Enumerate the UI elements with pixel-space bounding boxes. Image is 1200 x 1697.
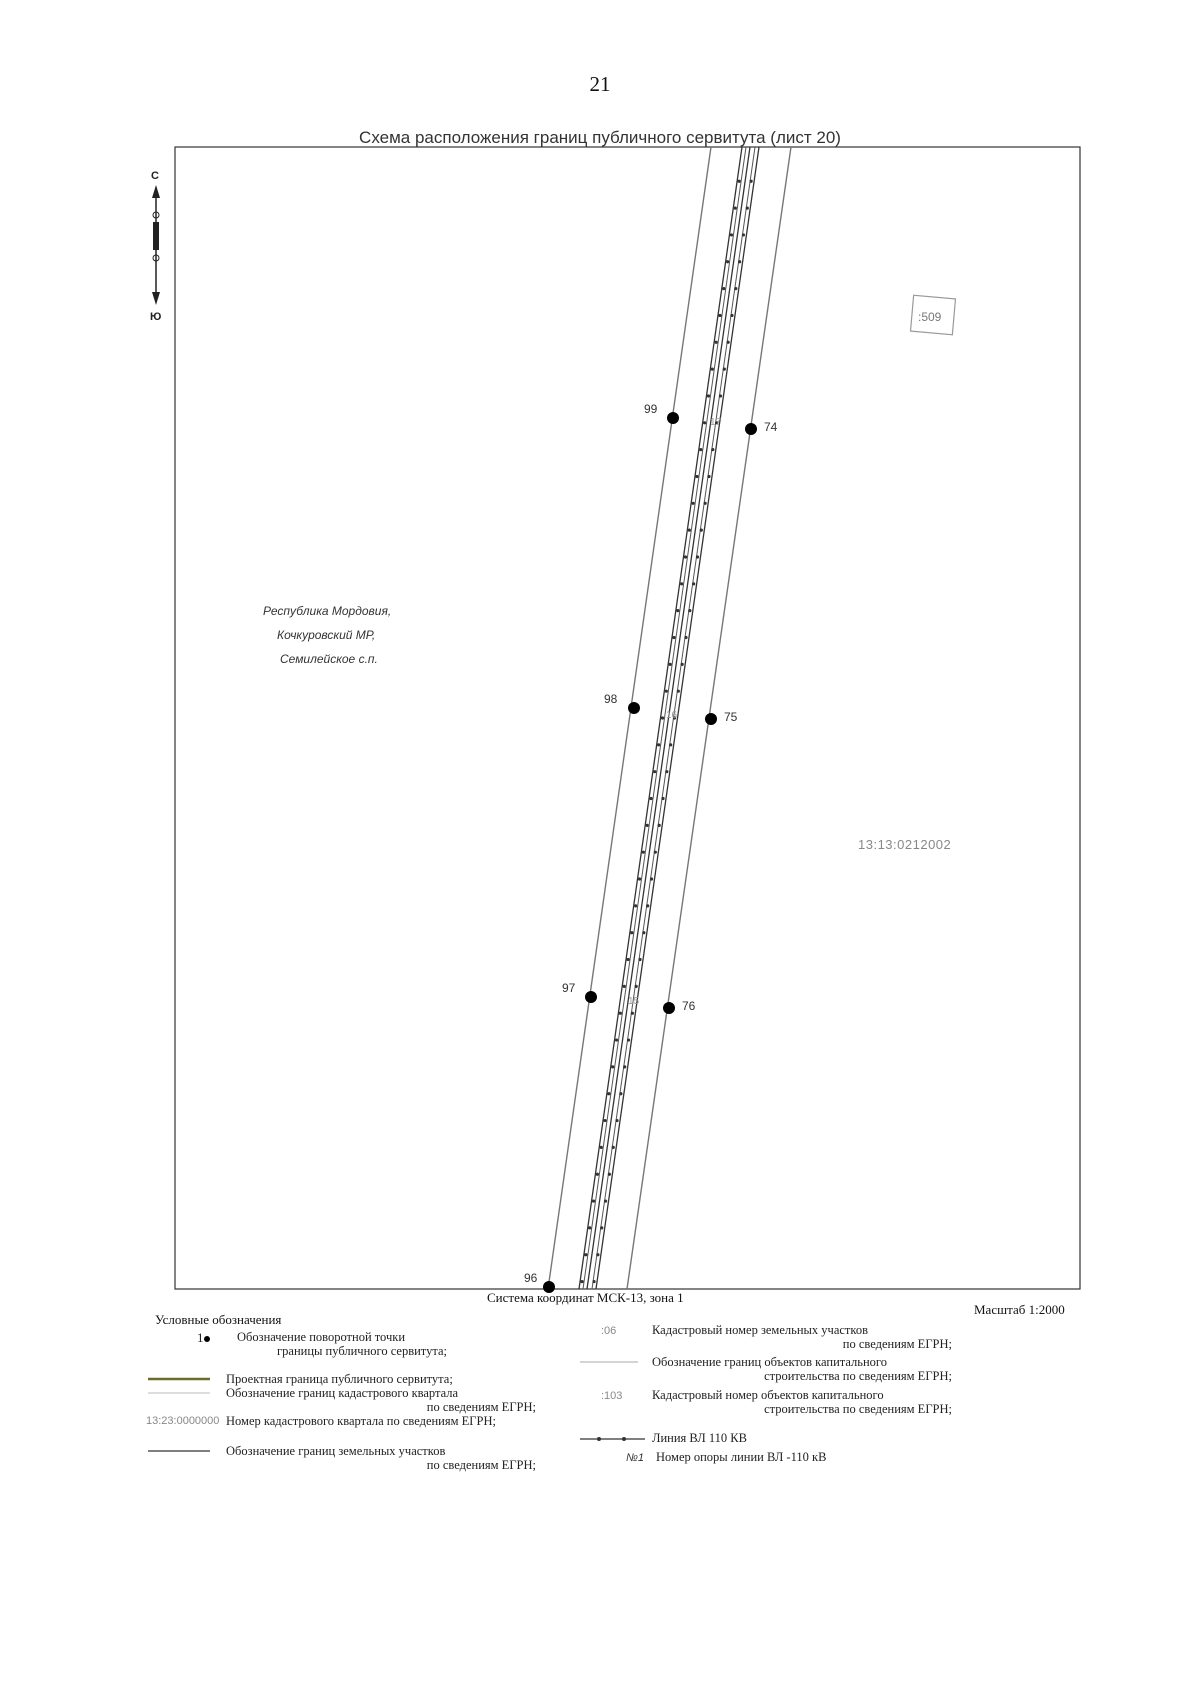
legend-item-power-line: Линия ВЛ 110 КВ <box>652 1431 747 1445</box>
legend-text-cont: по сведениям ЕГРН; <box>842 1337 952 1351</box>
power-line-tick <box>700 529 703 532</box>
power-line-tick <box>665 770 668 773</box>
power-line-tick <box>604 1199 607 1202</box>
north-letter: С <box>151 170 159 182</box>
power-line-tick <box>684 555 687 558</box>
power-line-tick <box>600 1226 603 1229</box>
power-line-tick <box>695 475 698 478</box>
power-line-tick <box>607 1092 610 1095</box>
turning-point-label-97: 97 <box>562 981 576 995</box>
power-line-tick <box>730 314 733 317</box>
turning-point-label-76: 76 <box>682 999 696 1013</box>
power-line-tick <box>688 529 691 532</box>
power-line-tick <box>703 421 706 424</box>
power-line-tick <box>638 958 641 961</box>
turning-point-75 <box>705 713 717 725</box>
legend-text: Кадастровый номер объектов капитального <box>652 1388 884 1402</box>
turning-point-label-98: 98 <box>604 692 618 706</box>
power-line-tick <box>596 1173 599 1176</box>
power-line-tick <box>711 448 714 451</box>
turning-point-label-74: 74 <box>764 420 778 434</box>
legend-text-cont: границы публичного сервитута; <box>277 1344 447 1358</box>
power-line-tick <box>650 877 653 880</box>
cadastral-quarter-label: 13:13:0212002 <box>858 837 952 852</box>
power-line-tick <box>619 1012 622 1015</box>
power-line-tick <box>627 1038 630 1041</box>
legend-item-parcel-border <box>226 1444 536 1472</box>
power-line-tick <box>661 716 664 719</box>
turning-point-98 <box>628 702 640 714</box>
legend-pole-number-symbol: №1 <box>626 1452 645 1464</box>
legend-quarter-number-symbol: 13:23:0000000 <box>146 1415 220 1427</box>
power-line-tick <box>730 233 733 236</box>
legend-item-quarter-border <box>226 1386 536 1414</box>
parcel-number-label: :509 <box>918 310 942 324</box>
power-line-tick <box>669 743 672 746</box>
power-line-tick <box>611 1065 614 1068</box>
legend-item-parcel-number <box>652 1323 952 1351</box>
turning-point-99 <box>667 412 679 424</box>
power-line-tick <box>642 851 645 854</box>
coordinate-system: Система координат МСК-13, зона 1 <box>487 1290 684 1305</box>
page-number: 21 <box>589 72 611 96</box>
power-line-tick <box>665 690 668 693</box>
legend-item-building-number <box>652 1388 952 1416</box>
legend-text: Обозначение границ объектов капитального <box>652 1355 887 1369</box>
power-line-tick <box>688 609 691 612</box>
region-label-line-2: Кочкуровский МР, <box>277 628 376 642</box>
power-line-tick <box>704 502 707 505</box>
power-line-tick <box>615 1119 618 1122</box>
legend-text: Обозначение границ кадастрового квартала <box>226 1386 459 1400</box>
power-line-tick <box>681 663 684 666</box>
power-line-tick <box>653 770 656 773</box>
power-line-tick <box>676 609 679 612</box>
legend-text: Обозначение границ земельных участков <box>226 1444 446 1458</box>
power-line-tick <box>734 287 737 290</box>
power-line-tick <box>596 1253 599 1256</box>
power-line-tick <box>592 1199 595 1202</box>
power-line-tick <box>727 341 730 344</box>
legend-building-number-symbol: :103 <box>601 1390 623 1402</box>
power-line-tick <box>750 180 753 183</box>
pole-label-15: 15 <box>628 996 640 1007</box>
power-line-tick <box>623 1065 626 1068</box>
region-label-line-1: Республика Мордовия, <box>263 604 392 618</box>
power-line-tick <box>692 582 695 585</box>
power-line-tick <box>672 636 675 639</box>
power-line-tick <box>718 314 721 317</box>
power-line-tick <box>738 180 741 183</box>
turning-point-74 <box>745 423 757 435</box>
power-line-tick <box>654 851 657 854</box>
legend-text-cont: строительства по сведениям ЕГРН; <box>764 1369 952 1383</box>
power-line-tick <box>580 1280 583 1283</box>
legend-text: Обозначение поворотной точки <box>237 1330 406 1344</box>
power-line-tick <box>649 797 652 800</box>
power-line-tick <box>631 1012 634 1015</box>
turning-point-label-99: 99 <box>644 402 658 416</box>
legend-item-servitude: Проектная граница публичного сервитута; <box>226 1372 453 1386</box>
power-line-tick <box>626 958 629 961</box>
power-line-tick <box>684 636 687 639</box>
map-scale: Масштаб 1:2000 <box>974 1302 1065 1317</box>
power-line-tick <box>635 985 638 988</box>
legend-item-pole-number: Номер опоры линии ВЛ -110 кВ <box>656 1450 827 1464</box>
legend-title: Условные обозначения <box>155 1312 282 1327</box>
power-line-tick <box>707 394 710 397</box>
power-line-tick <box>746 206 749 209</box>
legend-point-symbol: 1 <box>197 1330 204 1345</box>
power-line-tick <box>719 394 722 397</box>
power-line-tick <box>711 368 714 371</box>
power-line-tick <box>630 931 633 934</box>
power-line-tick <box>646 824 649 827</box>
pole-label-17: 17 <box>710 417 722 428</box>
power-line-tick <box>742 233 745 236</box>
pole-label-16: 16 <box>666 710 678 721</box>
power-line-tick <box>612 1146 615 1149</box>
power-line-tick <box>638 877 641 880</box>
turning-point-76 <box>663 1002 675 1014</box>
power-line-tick <box>592 1280 595 1283</box>
power-line-tick <box>707 475 710 478</box>
legend-item-building-border <box>652 1355 952 1383</box>
power-line-tick <box>634 904 637 907</box>
power-line-tick <box>615 1038 618 1041</box>
power-line-tick <box>661 797 664 800</box>
power-line-tick <box>715 341 718 344</box>
power-line-tick <box>657 743 660 746</box>
power-line-tick <box>696 555 699 558</box>
legend-parcel-number-symbol: :06 <box>601 1325 617 1337</box>
legend-power-line-icon <box>580 1437 645 1441</box>
power-line-tick <box>726 260 729 263</box>
turning-point-97 <box>585 991 597 1003</box>
turning-point-label-96: 96 <box>524 1271 538 1285</box>
legend-text-cont: строительства по сведениям ЕГРН; <box>764 1402 952 1416</box>
legend-item-turning-point <box>237 1330 447 1358</box>
legend-text-cont: по сведениям ЕГРН; <box>426 1400 536 1414</box>
power-line-tick <box>692 502 695 505</box>
power-line-tick <box>619 1092 622 1095</box>
power-line-tick <box>600 1146 603 1149</box>
power-line-tick <box>642 931 645 934</box>
legend-point-icon <box>204 1336 210 1342</box>
power-line-tick <box>658 824 661 827</box>
servitude-boundary-left <box>548 147 711 1289</box>
power-line-tick <box>608 1173 611 1176</box>
map-title: Схема расположения границ публичного сервитута (лист 20) <box>359 128 841 147</box>
power-line-tick <box>722 287 725 290</box>
legend-item-quarter-number: Номер кадастрового квартала по сведениям ЕГРН; <box>226 1414 496 1428</box>
power-line-tick <box>677 690 680 693</box>
power-line-tick <box>723 368 726 371</box>
power-line-tick <box>588 1226 591 1229</box>
legend-text-cont: по сведениям ЕГРН; <box>426 1458 536 1472</box>
power-line-tick <box>669 663 672 666</box>
power-line-tick <box>646 904 649 907</box>
power-line-tick <box>738 260 741 263</box>
legend-text: Кадастровый номер земельных участков <box>652 1323 868 1337</box>
power-line-tick <box>734 206 737 209</box>
power-line-tick <box>699 448 702 451</box>
region-label-line-3: Семилейское с.п. <box>280 652 378 666</box>
south-letter: Ю <box>150 311 162 323</box>
map-frame <box>175 147 1080 1289</box>
north-arrow-icon <box>152 185 160 305</box>
turning-point-label-75: 75 <box>724 710 738 724</box>
power-line-tick <box>584 1253 587 1256</box>
power-line-tick <box>603 1119 606 1122</box>
power-line-tick <box>680 582 683 585</box>
power-line-tick <box>623 985 626 988</box>
